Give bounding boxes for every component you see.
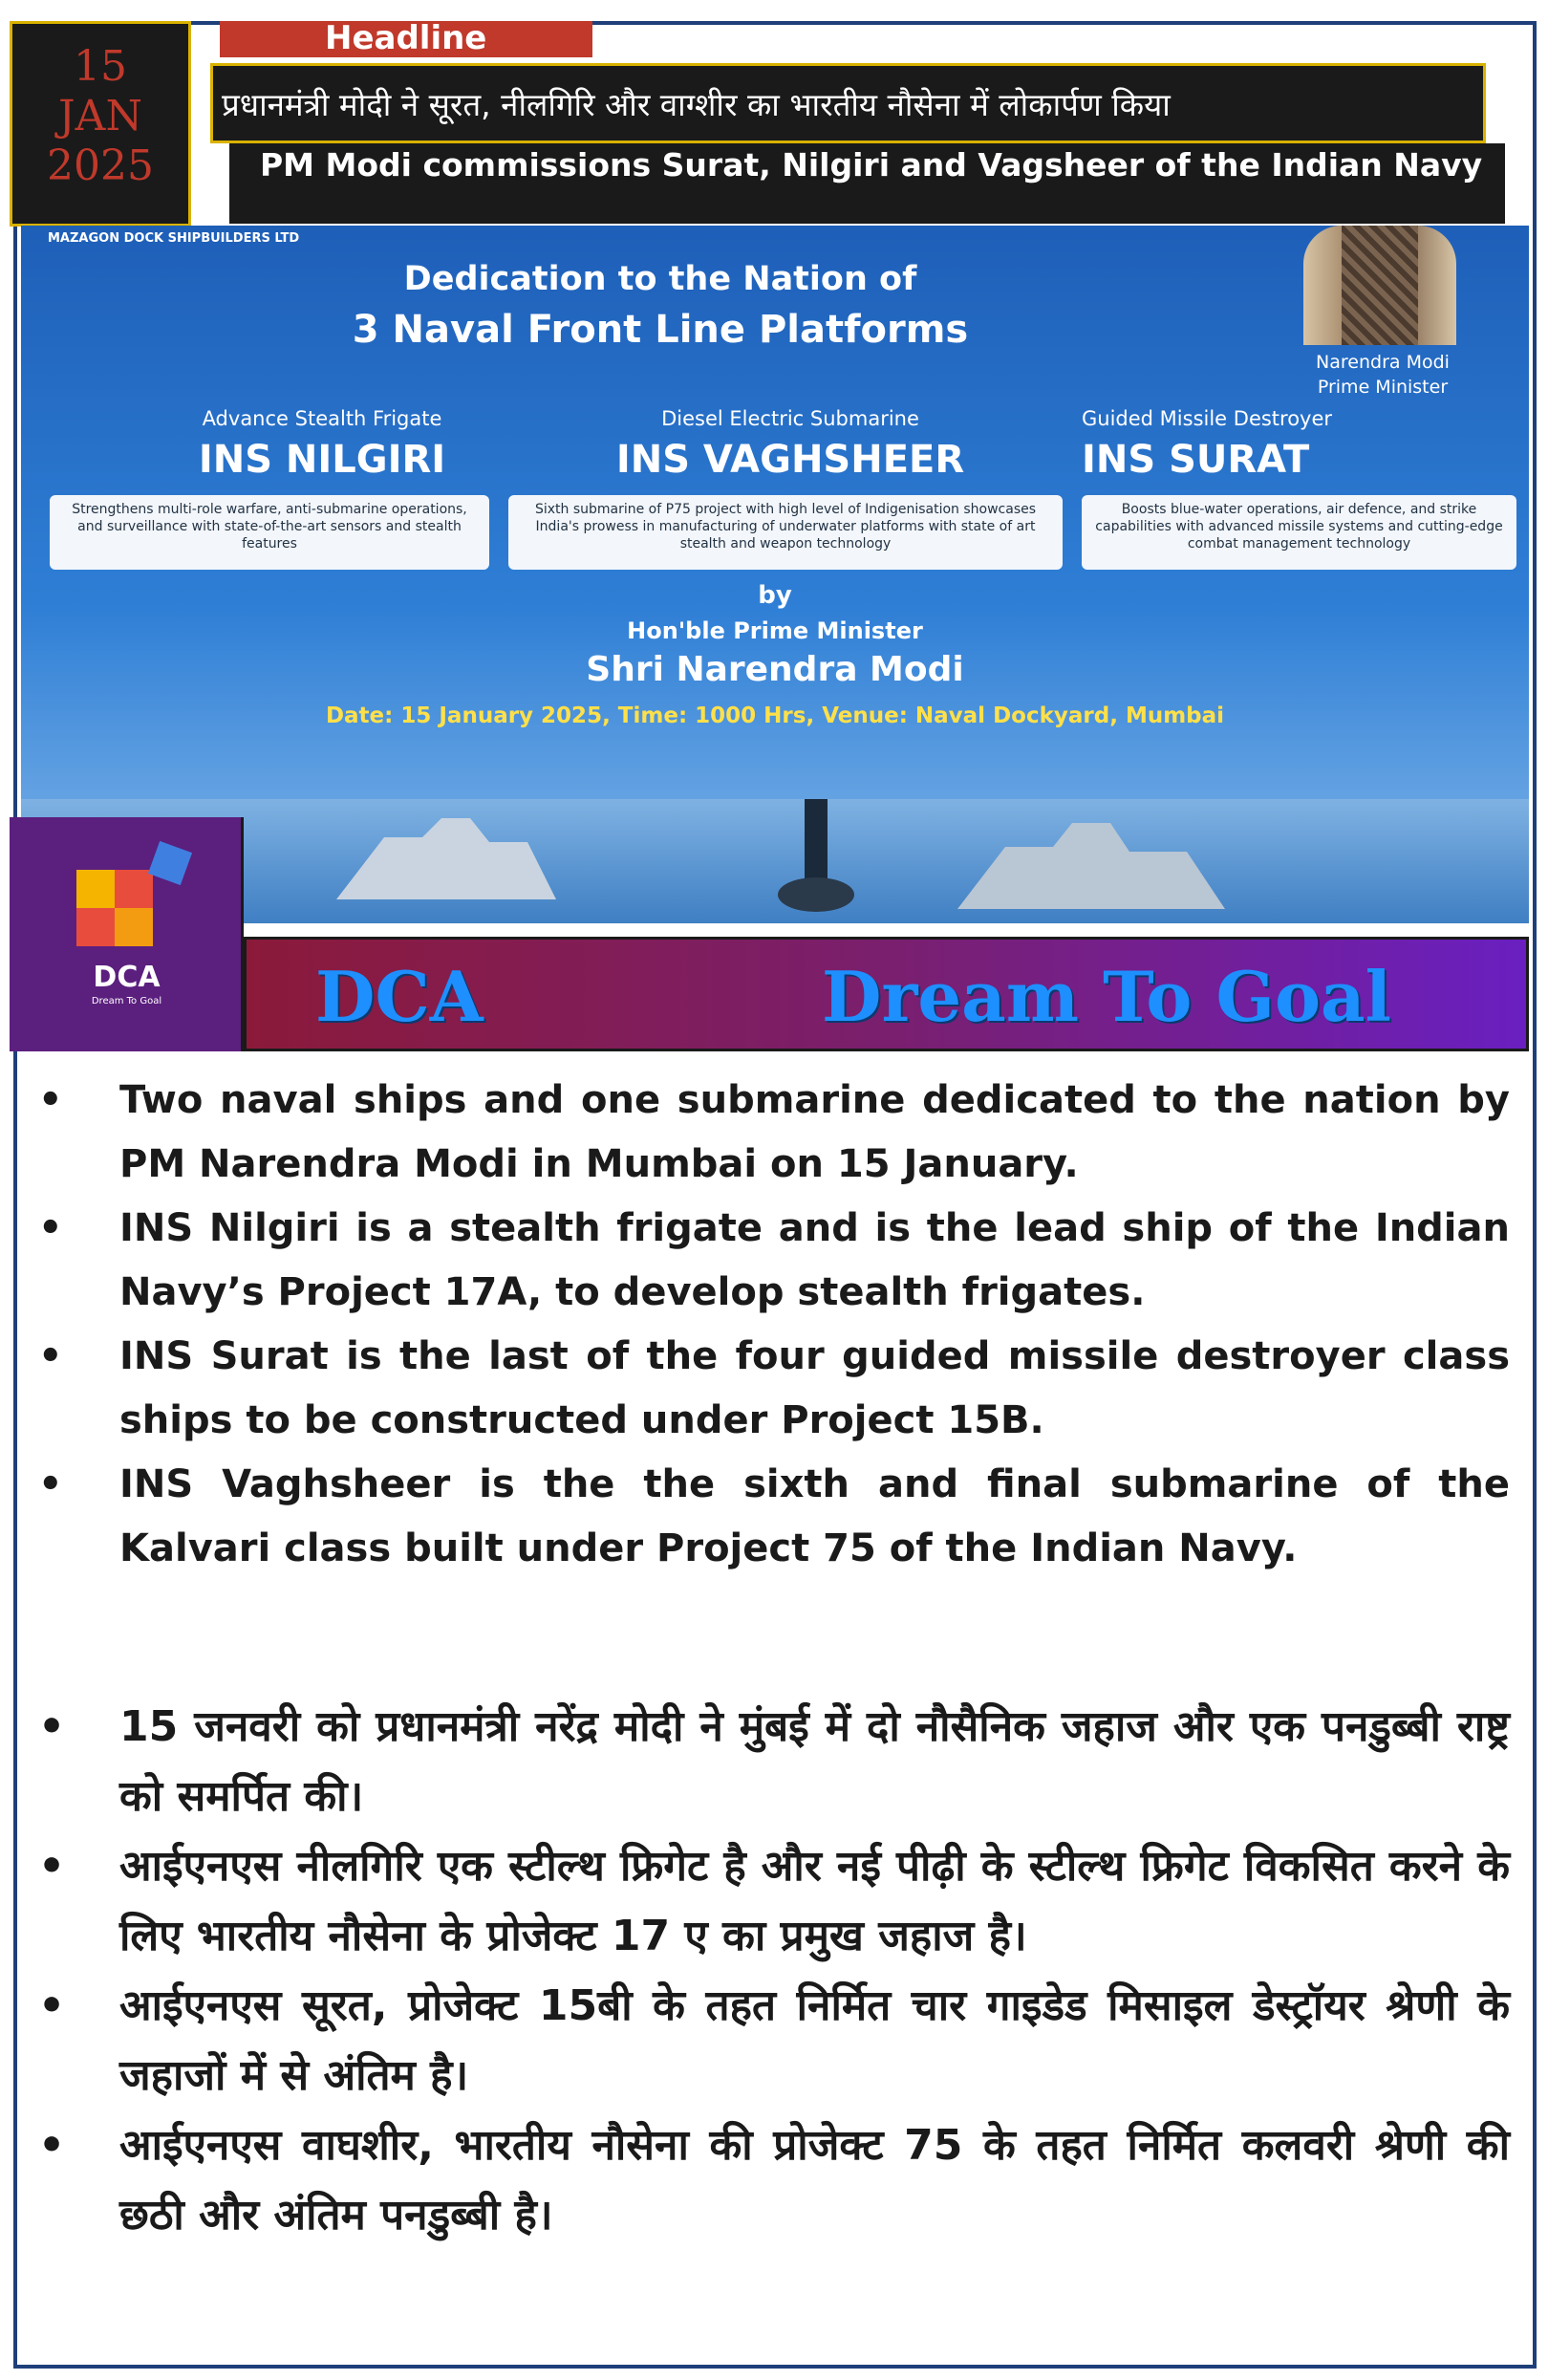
date-month: JAN — [58, 92, 142, 141]
brand-tagline: Dream To Goal — [822, 956, 1392, 1037]
ship-type-3: Guided Missile Destroyer — [1082, 407, 1333, 430]
event-banner — [21, 226, 1529, 923]
puzzle-piece-red — [115, 870, 153, 908]
date-text — [10, 42, 191, 191]
puzzle-piece-orange — [115, 908, 153, 946]
ship-type-2: Diesel Electric Submarine — [661, 407, 919, 430]
ship-desc-3: Boosts blue-water operations, air defence, and strike capabilities with advanced missile systems and cutting-edge combat management technology — [1082, 495, 1516, 570]
banner-title-line1: Dedication to the Nation of — [403, 260, 917, 298]
pm-role: Prime Minister — [1317, 377, 1449, 398]
puzzle-piece-blue — [148, 841, 192, 885]
headline-tag-label: Headline — [325, 19, 487, 57]
ship-name-2: INS VAGHSHEER — [615, 438, 965, 482]
hindi-point: • आईएनएस वाघशीर, भारतीय नौसेना की प्रोजेक्ट 75 के तहत निर्मित कलवरी श्रेणी की छठी और अंतिम पनडुब्बी है। — [38, 2110, 1510, 2250]
dca-logo-box — [10, 817, 244, 1051]
submarine-sail — [805, 799, 828, 885]
hindi-points — [38, 1692, 1510, 2250]
banner-honorific: Hon'ble Prime Minister — [627, 617, 923, 644]
english-headline: PM Modi commissions Surat, Nilgiri and Vagsheer of the Indian Navy — [260, 146, 1483, 184]
puzzle-icon — [10, 817, 244, 961]
dca-logo-tagline: Dream To Goal — [91, 996, 162, 1006]
frigate-shape-left — [336, 818, 556, 899]
sea-backdrop — [21, 799, 1529, 923]
english-point: • INS Surat is the last of the four guided missile destroyer class ships to be constructed under Project 15B. — [38, 1325, 1510, 1453]
ship-name-1: INS NILGIRI — [198, 438, 446, 482]
ships-illustration — [21, 799, 1529, 923]
pm-photo — [1303, 226, 1456, 345]
puzzle-piece-red-2 — [76, 908, 115, 946]
banner-by: by — [758, 581, 792, 610]
ship-type-1: Advance Stealth Frigate — [202, 407, 442, 430]
banner-title-line2: 3 Naval Front Line Platforms — [352, 308, 969, 352]
pm-name: Narendra Modi — [1316, 352, 1450, 373]
date-year: 2025 — [47, 141, 154, 190]
banner-dateline: Date: 15 January 2025, Time: 1000 Hrs, Venue: Naval Dockyard, Mumbai — [325, 703, 1225, 728]
puzzle-piece-yellow — [76, 870, 115, 908]
hindi-headline: प्रधानमंत्री मोदी ने सूरत, नीलगिरि और वाग्शीर का भारतीय नौसेना में लोकार्पण किया — [222, 86, 1171, 123]
ship-desc-1: Strengthens multi-role warfare, anti-submarine operations, and surveillance with state-of-the-art sensors and stealth features — [50, 495, 489, 570]
brand-name: DCA — [315, 956, 484, 1037]
submarine-hull — [778, 877, 854, 912]
hindi-point: • आईएनएस सूरत, प्रोजेक्ट 15बी के तहत निर्मित चार गाइडेड मिसाइल डेस्ट्रॉयर श्रेणी के जहाजों में से अंतिम है। — [38, 1971, 1510, 2110]
english-point: • INS Nilgiri is a stealth frigate and is the lead ship of the Indian Navy’s Project 17A, to develop stealth frigates. — [38, 1197, 1510, 1325]
english-point: • INS Vaghsheer is the the sixth and final submarine of the Kalvari class built under Project 75 of the Indian Navy. — [38, 1453, 1510, 1581]
english-point: • Two naval ships and one submarine dedicated to the nation by PM Narendra Modi in Mumbai on 15 January. — [38, 1069, 1510, 1197]
date-day: 15 — [74, 42, 127, 91]
pm-caption — [1273, 350, 1493, 400]
hindi-point: • 15 जनवरी को प्रधानमंत्री नरेंद्र मोदी ने मुंबई में दो नौसैनिक जहाज और एक पनडुब्बी राष्ट्र को समर्पित की। — [38, 1692, 1510, 1831]
builder-logo-text: MAZAGON DOCK SHIPBUILDERS LTD — [48, 231, 300, 246]
hindi-point: • आईएनएस नीलगिरि एक स्टील्थ फ्रिगेट है और नई पीढ़ी के स्टील्थ फ्रिगेट विकसित करने के लिए भारतीय नौसेना के प्रोजेक्ट 17 ए का प्रमुख जहाज है। — [38, 1831, 1510, 1971]
banner-pm-full-name: Shri Narendra Modi — [586, 650, 964, 689]
ship-name-3: INS SURAT — [1082, 438, 1310, 482]
frigate-shape-right — [957, 823, 1225, 909]
ship-desc-2: Sixth submarine of P75 project with high level of Indigenisation showcases India's prowess in manufacturing of underwater platforms with state of art stealth and weapon technology — [508, 495, 1063, 570]
english-points — [38, 1069, 1510, 1581]
dca-logo-text: DCA — [93, 961, 161, 994]
